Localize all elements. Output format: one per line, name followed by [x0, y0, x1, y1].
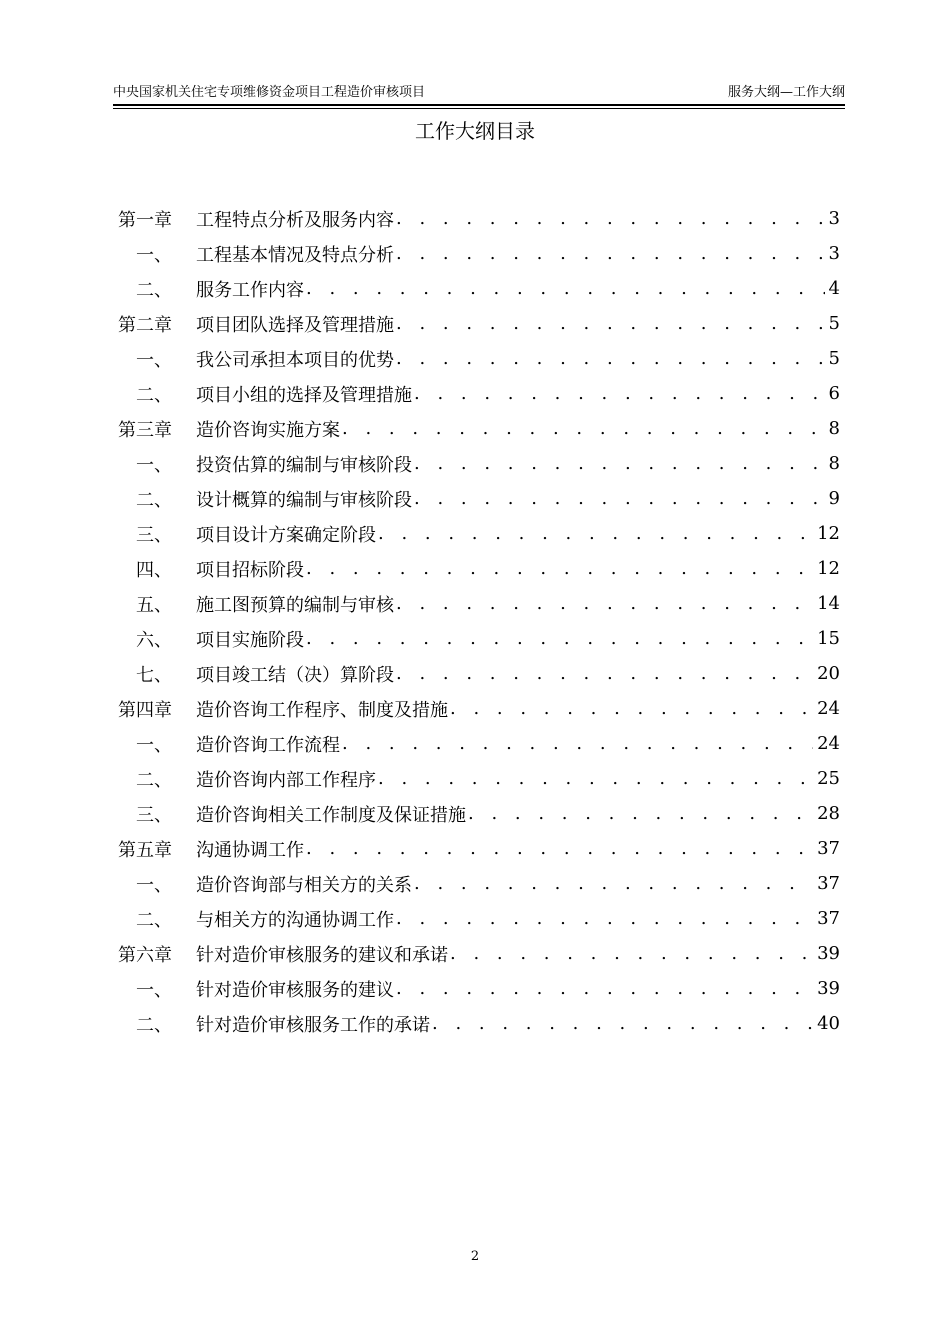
toc-dot-leader [450, 943, 813, 964]
toc-section-entry[interactable] [118, 236, 840, 271]
header-rule [113, 104, 845, 106]
toc-entry-title: 项目竣工结（决）算阶段 [196, 664, 394, 686]
toc-entry-page: 25 [817, 768, 840, 789]
toc-entry-page: 24 [817, 698, 840, 719]
toc-entry-number: 第四章 [118, 699, 172, 721]
toc-entry-title: 投资估算的编制与审核阶段 [196, 454, 412, 476]
toc-section-entry[interactable] [118, 901, 840, 936]
toc-dot-leader [396, 348, 825, 369]
toc-entry-title: 造价咨询工作流程 [196, 734, 340, 756]
toc-entry-page: 12 [817, 523, 840, 544]
toc-chapter-entry[interactable] [118, 691, 840, 726]
toc-chapter-entry[interactable] [118, 831, 840, 866]
toc-dot-leader [306, 628, 813, 649]
toc-dot-leader [414, 488, 825, 509]
toc-entry-title: 服务工作内容 [196, 279, 304, 301]
toc-entry-title: 造价咨询工作程序、制度及措施 [196, 699, 448, 721]
toc-chapter-entry[interactable] [118, 201, 840, 236]
toc-section-entry[interactable] [118, 551, 840, 586]
toc-section-entry[interactable] [118, 866, 840, 901]
toc-entry-number: 第五章 [118, 839, 172, 861]
toc-dot-leader [342, 418, 825, 439]
header-rule-thin [113, 108, 845, 109]
toc-entry-title: 设计概算的编制与审核阶段 [196, 489, 412, 511]
toc-dot-leader [414, 453, 825, 474]
toc-dot-leader [396, 208, 825, 229]
toc-entry-title: 项目招标阶段 [196, 559, 304, 581]
toc-entry-number: 一、 [136, 244, 172, 266]
toc-section-entry[interactable] [118, 621, 840, 656]
toc-entry-page: 15 [817, 628, 840, 649]
toc-section-entry[interactable] [118, 271, 840, 306]
toc-chapter-entry[interactable] [118, 936, 840, 971]
page-header [113, 84, 845, 102]
toc-entry-page: 6 [828, 383, 840, 404]
toc-entry-page: 5 [828, 348, 840, 369]
toc-entry-page: 37 [817, 908, 840, 929]
toc-entry-title: 与相关方的沟通协调工作 [196, 909, 394, 931]
toc-section-entry[interactable] [118, 656, 840, 691]
toc-section-entry[interactable] [118, 481, 840, 516]
toc-entry-page: 39 [817, 943, 840, 964]
toc-dot-leader [396, 663, 813, 684]
toc-entry-number: 三、 [136, 524, 172, 546]
toc-entry-title: 工程基本情况及特点分析 [196, 244, 394, 266]
header-section-title: 服务大纲—工作大纲 [727, 85, 845, 100]
toc-entry-title: 造价咨询实施方案 [196, 419, 340, 441]
toc-entry-number: 二、 [136, 909, 172, 931]
toc-entry-number: 一、 [136, 454, 172, 476]
toc-entry-number: 三、 [136, 804, 172, 826]
toc-entry-title: 造价咨询相关工作制度及保证措施 [196, 804, 466, 826]
toc-entry-number: 七、 [136, 664, 172, 686]
toc-section-entry[interactable] [118, 761, 840, 796]
table-of-contents [118, 201, 840, 1041]
toc-entry-title: 造价咨询内部工作程序 [196, 769, 376, 791]
toc-entry-page: 39 [817, 978, 840, 999]
toc-entry-number: 二、 [136, 769, 172, 791]
toc-entry-title: 针对造价审核服务的建议 [196, 979, 394, 1001]
toc-entry-page: 3 [828, 208, 840, 229]
toc-section-entry[interactable] [118, 341, 840, 376]
toc-dot-leader [396, 593, 813, 614]
toc-entry-title: 施工图预算的编制与审核 [196, 594, 394, 616]
toc-dot-leader [306, 558, 813, 579]
toc-entry-title: 造价咨询部与相关方的关系 [196, 874, 412, 896]
toc-dot-leader [378, 768, 813, 789]
toc-section-entry[interactable] [118, 1006, 840, 1041]
toc-entry-number: 第二章 [118, 314, 172, 336]
toc-entry-title: 项目团队选择及管理措施 [196, 314, 394, 336]
toc-entry-page: 5 [828, 313, 840, 334]
toc-entry-page: 28 [817, 803, 840, 824]
toc-entry-number: 二、 [136, 489, 172, 511]
toc-entry-page: 14 [817, 593, 840, 614]
toc-entry-number: 一、 [136, 874, 172, 896]
toc-chapter-entry[interactable] [118, 306, 840, 341]
toc-entry-number: 一、 [136, 979, 172, 1001]
toc-entry-number: 六、 [136, 629, 172, 651]
toc-section-entry[interactable] [118, 796, 840, 831]
toc-entry-title: 项目设计方案确定阶段 [196, 524, 376, 546]
toc-dot-leader [432, 1013, 813, 1034]
toc-entry-page: 9 [828, 488, 840, 509]
toc-entry-page: 3 [828, 243, 840, 264]
toc-dot-leader [306, 838, 813, 859]
toc-entry-title: 工程特点分析及服务内容 [196, 209, 394, 231]
toc-section-entry[interactable] [118, 516, 840, 551]
toc-entry-page: 8 [828, 453, 840, 474]
toc-entry-number: 第三章 [118, 419, 172, 441]
toc-entry-number: 四、 [136, 559, 172, 581]
toc-dot-leader [468, 803, 813, 824]
toc-entry-title: 沟通协调工作 [196, 839, 304, 861]
toc-section-entry[interactable] [118, 376, 840, 411]
toc-dot-leader [306, 278, 825, 299]
toc-entry-page: 40 [817, 1013, 840, 1034]
toc-dot-leader [414, 873, 813, 894]
toc-entry-page: 37 [817, 838, 840, 859]
toc-dot-leader [378, 523, 813, 544]
toc-dot-leader [450, 698, 813, 719]
toc-chapter-entry[interactable] [118, 411, 840, 446]
toc-entry-number: 一、 [136, 349, 172, 371]
toc-section-entry[interactable] [118, 971, 840, 1006]
toc-entry-page: 4 [828, 278, 840, 299]
toc-entry-number: 二、 [136, 279, 172, 301]
toc-title: 工作大纲目录 [415, 119, 535, 143]
toc-entry-number: 一、 [136, 734, 172, 756]
toc-dot-leader [396, 313, 825, 334]
toc-entry-number: 第六章 [118, 944, 172, 966]
toc-entry-title: 项目实施阶段 [196, 629, 304, 651]
page-number: 2 [470, 1249, 480, 1264]
toc-entry-page: 8 [828, 418, 840, 439]
toc-section-entry[interactable] [118, 446, 840, 481]
toc-dot-leader [396, 243, 825, 264]
toc-dot-leader [396, 908, 813, 929]
toc-entry-page: 24 [817, 733, 840, 754]
toc-entry-number: 五、 [136, 594, 172, 616]
toc-dot-leader [396, 978, 813, 999]
toc-entry-page: 12 [817, 558, 840, 579]
toc-entry-title: 项目小组的选择及管理措施 [196, 384, 412, 406]
toc-entry-title: 针对造价审核服务工作的承诺 [196, 1014, 430, 1036]
toc-entry-title: 针对造价审核服务的建议和承诺 [196, 944, 448, 966]
toc-dot-leader [414, 383, 825, 404]
toc-entry-title: 我公司承担本项目的优势 [196, 349, 394, 371]
toc-section-entry[interactable] [118, 726, 840, 761]
toc-entry-number: 二、 [136, 1014, 172, 1036]
toc-entry-number: 第一章 [118, 209, 172, 231]
toc-dot-leader [342, 733, 813, 754]
header-document-title: 中央国家机关住宅专项维修资金项目工程造价审核项目 [113, 85, 426, 100]
toc-entry-page: 37 [817, 873, 840, 894]
toc-entry-page: 20 [817, 663, 840, 684]
toc-section-entry[interactable] [118, 586, 840, 621]
toc-entry-number: 二、 [136, 384, 172, 406]
